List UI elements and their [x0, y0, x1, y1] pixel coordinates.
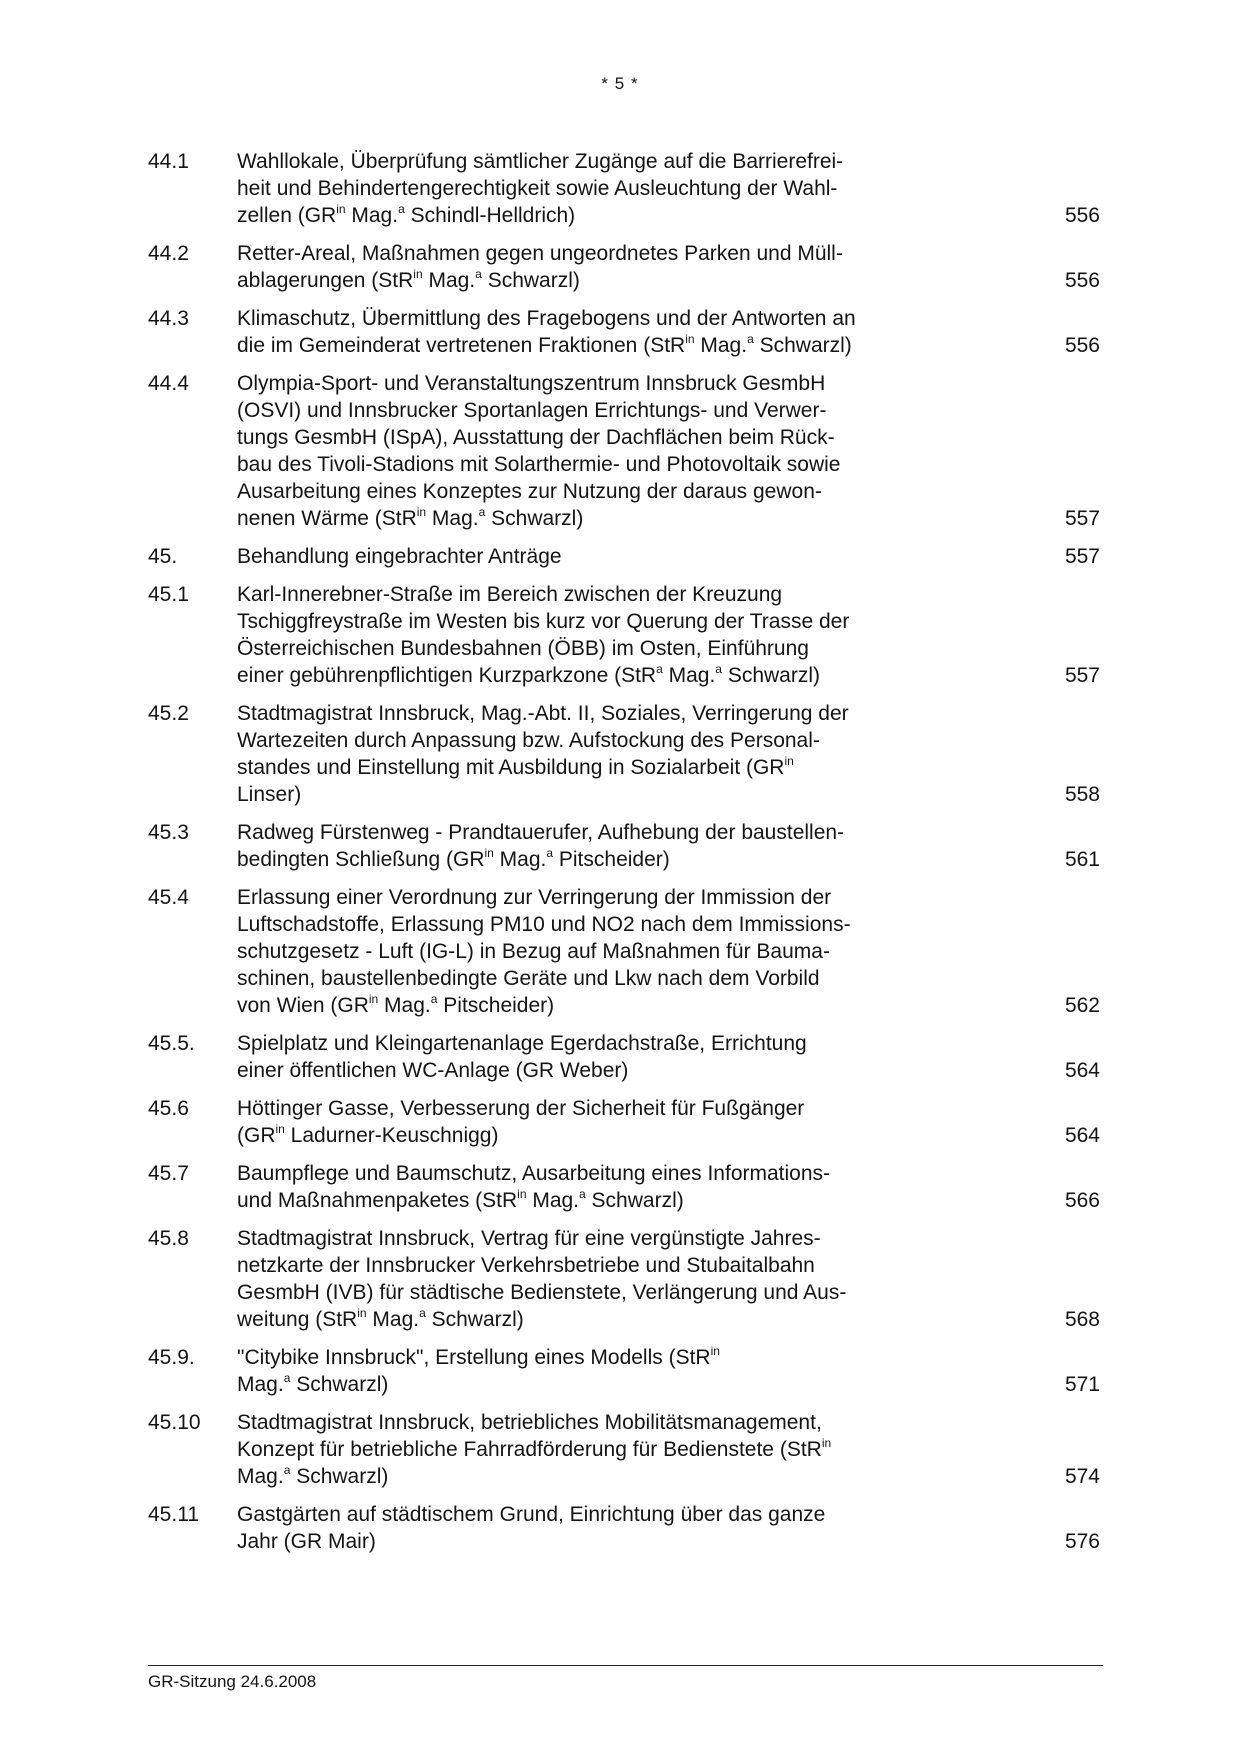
toc-entry-title — [237, 700, 931, 808]
toc-entry — [148, 884, 1100, 1019]
title-superscript: a — [283, 1371, 291, 1385]
title-superscript: in — [484, 846, 494, 860]
toc-entry — [148, 1160, 1100, 1214]
title-superscript: in — [784, 754, 794, 768]
title-text: Mag. — [426, 507, 479, 530]
title-text: standes und Einstellung mit Ausbildung in Sozialarbeit (GR — [237, 756, 785, 779]
toc-entry-title-line — [237, 1095, 931, 1122]
title-text: Schwarzl) — [481, 269, 580, 292]
toc-entry-number: 44.2 — [148, 242, 189, 265]
title-text: "Citybike Innsbruck", Erstellung eines Modells (StR — [237, 1346, 711, 1369]
title-text: Jahr (GR Mair) — [237, 1530, 376, 1553]
toc-entry — [148, 581, 1100, 689]
toc-entry-title — [237, 581, 931, 689]
title-text: nenen Wärme (StR — [237, 507, 417, 530]
footer-session-date: GR-Sitzung 24.6.2008 — [148, 1672, 317, 1691]
toc-entry-title-line — [237, 424, 931, 451]
title-text: bau des Tivoli-Stadions mit Solarthermie- und Photovoltaik sowie — [237, 453, 841, 476]
title-text: Mag. — [694, 334, 748, 357]
toc-entry-number: 45.2 — [148, 702, 189, 725]
toc-entry-title-line — [237, 1279, 931, 1306]
title-text: Retter-Areal, Maßnahmen gegen ungeordnetes Parken und Müll- — [237, 242, 843, 265]
toc-entry-number: 45.10 — [148, 1411, 201, 1434]
title-text: Mag. — [493, 848, 547, 871]
toc-entry-number: 45.1 — [148, 583, 189, 606]
toc-entry-title-line — [237, 727, 931, 754]
toc-entry-page: 571 — [1064, 1373, 1100, 1396]
title-text: Mag. — [366, 1308, 420, 1331]
toc-entry-title — [237, 1225, 931, 1333]
title-superscript: a — [283, 1463, 291, 1477]
title-text: und Maßnahmenpaketes (StR — [237, 1189, 518, 1212]
toc-entry — [148, 148, 1100, 229]
toc-entry-title-line — [237, 1187, 931, 1214]
title-superscript: a — [579, 1187, 586, 1201]
toc-entry-number: 45.5. — [148, 1032, 195, 1055]
title-text: Mag. — [237, 1465, 284, 1488]
title-text: Mag. — [378, 994, 431, 1017]
title-text: GesmbH (IVB) für städtische Bedienstete, Verlängerung und Aus- — [237, 1281, 847, 1304]
toc-entry-title — [237, 1160, 931, 1214]
toc-entry-title-line — [237, 1463, 931, 1490]
title-text: Stadtmagistrat Innsbruck, Mag.-Abt. II, Soziales, Verringerung der — [237, 702, 849, 725]
title-superscript: in — [710, 1344, 720, 1358]
toc-entry-title-line — [237, 662, 931, 689]
toc-entry-title-line — [237, 1057, 931, 1084]
title-text: Pitscheider) — [437, 994, 555, 1017]
title-text: Mag. — [237, 1373, 284, 1396]
title-text: Stadtmagistrat Innsbruck, betriebliches Mobilitätsmanagement, — [237, 1411, 822, 1434]
toc-entry-page: 556 — [1064, 269, 1100, 292]
title-superscript: in — [685, 332, 695, 346]
title-text: Schwarzl) — [425, 1308, 524, 1331]
toc-entry-page: 564 — [1064, 1059, 1100, 1082]
title-superscript: a — [546, 846, 554, 860]
title-text: von Wien (GR — [237, 994, 369, 1017]
toc-entry-number: 45.4 — [148, 886, 189, 909]
toc-entry-number: 45. — [148, 545, 178, 568]
title-text: Mag. — [662, 664, 716, 687]
title-text: Spielplatz und Kleingartenanlage Egerdachstraße, Errichtung — [237, 1032, 807, 1055]
title-superscript: in — [275, 1122, 285, 1136]
title-text: weitung (StR — [237, 1308, 358, 1331]
toc-entry-title-line — [237, 608, 931, 635]
toc-entry — [148, 700, 1100, 808]
toc-entry-page: 557 — [1064, 545, 1100, 568]
title-superscript: in — [416, 505, 427, 519]
toc-entry-number: 45.9. — [148, 1346, 195, 1369]
toc-entry-title-line — [237, 543, 931, 570]
title-text: Stadtmagistrat Innsbruck, Vertrag für eine vergünstigte Jahres- — [237, 1227, 821, 1250]
toc-entry-title-line — [237, 781, 931, 808]
title-text: Schwarzl) — [290, 1373, 389, 1396]
toc-entry-title-line — [237, 992, 931, 1019]
toc-entry-page: 574 — [1064, 1465, 1100, 1488]
toc-entry-title-line — [237, 819, 931, 846]
toc-entry-title-line — [237, 1409, 931, 1436]
toc-entry-page: 568 — [1064, 1308, 1100, 1331]
title-text: Pitscheider) — [553, 848, 670, 871]
toc-entry-page: 557 — [1064, 664, 1100, 687]
toc-entry-title-line — [237, 478, 931, 505]
title-text: Klimaschutz, Übermittlung des Fragebogens und der Antworten an — [237, 307, 856, 330]
toc-entry — [148, 1344, 1100, 1398]
toc-entry-number: 45.11 — [148, 1503, 199, 1526]
title-superscript: in — [336, 202, 346, 216]
toc-entry — [148, 1095, 1100, 1149]
title-text: Karl-Innerebner-Straße im Bereich zwischen der Kreuzung — [237, 583, 783, 606]
toc-entry-title-line — [237, 1030, 931, 1057]
toc-entry-page: 562 — [1064, 994, 1100, 1017]
toc-entry — [148, 819, 1100, 873]
toc-entry-title-line — [237, 397, 931, 424]
title-text: einer gebührenpflichtigen Kurzparkzone (StR — [237, 664, 657, 687]
toc-entry-title — [237, 884, 931, 1019]
page-number: * 5 * — [601, 74, 639, 93]
toc-entry-title-line — [237, 1528, 931, 1555]
title-superscript: in — [821, 1436, 832, 1450]
toc-entry-title-line — [237, 1225, 931, 1252]
title-text: schutzgesetz - Luft (IG-L) in Bezug auf Maßnahmen für Bauma- — [237, 940, 830, 963]
title-text: zellen (GR — [237, 204, 337, 227]
toc-entry-number: 45.7 — [148, 1162, 189, 1185]
title-superscript: in — [517, 1187, 527, 1201]
toc-entry-number: 45.6 — [148, 1097, 189, 1120]
title-text: Behandlung eingebrachter Anträge — [237, 545, 562, 568]
toc-entry — [148, 1030, 1100, 1084]
toc-entry-title-line — [237, 370, 931, 397]
title-text: tungs GesmbH (ISpA), Ausstattung der Dachflächen beim Rück- — [237, 426, 835, 449]
title-text: Schwarzl) — [290, 1465, 389, 1488]
title-text: schinen, baustellenbedingte Geräte und Lkw nach dem Vorbild — [237, 967, 820, 990]
title-text: heit und Behindertengerechtigkeit sowie Ausleuchtung der Wahl- — [237, 177, 838, 200]
title-text: Österreichischen Bundesbahnen (ÖBB) im Osten, Einführung — [237, 637, 809, 660]
title-superscript: a — [478, 505, 486, 519]
toc-entry-title-line — [237, 1252, 931, 1279]
toc-entry-page: 564 — [1064, 1124, 1100, 1147]
toc-entry-title-line — [237, 1306, 931, 1333]
toc-entry-title-line — [237, 1344, 931, 1371]
title-text: Baumpflege und Baumschutz, Ausarbeitung eines Informations- — [237, 1162, 831, 1185]
toc-entry-number: 44.1 — [148, 150, 189, 173]
footer-divider — [148, 1665, 1103, 1666]
toc-entry-title-line — [237, 148, 931, 175]
toc-entry-title-line — [237, 911, 931, 938]
title-text: einer öffentlichen WC-Anlage (GR Weber) — [237, 1059, 629, 1082]
toc-entry-number: 44.3 — [148, 307, 189, 330]
title-text: Schwarzl) — [485, 507, 584, 530]
toc-entry-title-line — [237, 635, 931, 662]
table-of-contents — [148, 148, 1100, 1566]
toc-entry-title-line — [237, 938, 931, 965]
title-text: Mag. — [345, 204, 399, 227]
toc-entry-page: 558 — [1064, 783, 1100, 806]
toc-entry-title — [237, 1501, 931, 1555]
title-superscript: a — [419, 1306, 426, 1320]
toc-entry-title-line — [237, 305, 931, 332]
title-text: Höttinger Gasse, Verbesserung der Sicherheit für Fußgänger — [237, 1097, 805, 1120]
title-superscript: a — [475, 267, 482, 281]
title-text: Erlassung einer Verordnung zur Verringerung der Immission der — [237, 886, 832, 909]
toc-entry-title-line — [237, 700, 931, 727]
toc-entry-title-line — [237, 1371, 931, 1398]
title-text: ablagerungen (StR — [237, 269, 414, 292]
title-text: bedingten Schließung (GR — [237, 848, 485, 871]
toc-entry-page: 557 — [1064, 507, 1100, 530]
title-text: Olympia-Sport- und Veranstaltungszentrum Innsbruck GesmbH — [237, 372, 826, 395]
title-text: Schwarzl) — [753, 334, 852, 357]
toc-entry — [148, 240, 1100, 294]
title-text: die im Gemeinderat vertretenen Fraktionen (StR — [237, 334, 686, 357]
title-superscript: a — [747, 332, 754, 346]
toc-entry-page: 556 — [1064, 334, 1100, 357]
title-text: Schwarzl) — [585, 1189, 684, 1212]
toc-entry-page: 576 — [1064, 1530, 1100, 1553]
toc-entry — [148, 1501, 1100, 1555]
toc-entry-page: 556 — [1064, 204, 1100, 227]
toc-entry-page: 561 — [1064, 848, 1100, 871]
title-text: (OSVI) und Innsbrucker Sportanlagen Errichtungs- und Verwer- — [237, 399, 827, 422]
toc-entry-number: 45.3 — [148, 821, 189, 844]
title-text: Radweg Fürstenweg - Prandtauerufer, Aufhebung der baustellen- — [237, 821, 845, 844]
toc-entry-title — [237, 543, 931, 570]
toc-entry-title-line — [237, 1122, 931, 1149]
toc-entry-title-line — [237, 202, 931, 229]
toc-entry — [148, 370, 1100, 532]
title-superscript: in — [357, 1306, 367, 1320]
toc-entry — [148, 1409, 1100, 1490]
title-text: (GR — [237, 1124, 276, 1147]
toc-entry-title-line — [237, 1501, 931, 1528]
toc-entry-title — [237, 370, 931, 532]
title-text: Linser) — [237, 783, 302, 806]
toc-entry-title-line — [237, 267, 931, 294]
toc-entry-title-line — [237, 754, 931, 781]
title-text: Mag. — [526, 1189, 580, 1212]
toc-entry-title-line — [237, 1436, 931, 1463]
title-superscript: in — [413, 267, 423, 281]
toc-entry-title-line — [237, 884, 931, 911]
toc-entry-title — [237, 1095, 931, 1149]
toc-entry-title-line — [237, 240, 931, 267]
title-superscript: in — [368, 992, 379, 1006]
toc-entry-title-line — [237, 965, 931, 992]
toc-entry-title — [237, 148, 931, 229]
toc-entry-title-line — [237, 1160, 931, 1187]
title-text: Ausarbeitung eines Konzeptes zur Nutzung der daraus gewon- — [237, 480, 822, 503]
title-superscript: a — [430, 992, 438, 1006]
title-text: Wahllokale, Überprüfung sämtlicher Zugänge auf die Barrierefrei- — [237, 150, 844, 173]
toc-entry-title — [237, 1409, 931, 1490]
title-text: Schindl-Helldrich) — [404, 204, 576, 227]
title-text: Tschiggfreystraße im Westen bis kurz vor Querung der Trasse der — [237, 610, 850, 633]
toc-entry-title-line — [237, 505, 931, 532]
toc-entry-title-line — [237, 451, 931, 478]
toc-entry-page: 566 — [1064, 1189, 1100, 1212]
toc-entry-title-line — [237, 175, 931, 202]
toc-entry-number: 45.8 — [148, 1227, 189, 1250]
toc-entry — [148, 305, 1100, 359]
title-text: Gastgärten auf städtischem Grund, Einrichtung über das ganze — [237, 1503, 826, 1526]
toc-entry-title-line — [237, 332, 931, 359]
title-text: Schwarzl) — [721, 664, 821, 687]
toc-entry — [148, 543, 1100, 570]
toc-entry-title — [237, 240, 931, 294]
title-superscript: a — [398, 202, 405, 216]
toc-entry-number: 44.4 — [148, 372, 189, 395]
title-text: Ladurner-Keuschnigg) — [284, 1124, 499, 1147]
title-text: Mag. — [422, 269, 476, 292]
title-superscript: a — [656, 662, 663, 676]
toc-entry-title — [237, 819, 931, 873]
title-text: Luftschadstoffe, Erlassung PM10 und NO2 nach dem Immissions- — [237, 913, 851, 936]
toc-entry-title — [237, 1030, 931, 1084]
toc-entry-title-line — [237, 846, 931, 873]
title-text: Wartezeiten durch Anpassung bzw. Aufstockung des Personal- — [237, 729, 820, 752]
title-superscript: a — [715, 662, 722, 676]
title-text: Konzept für betriebliche Fahrradförderung für Bedienstete (StR — [237, 1438, 822, 1461]
title-text: netzkarte der Innsbrucker Verkehrsbetriebe und Stubaitalbahn — [237, 1254, 815, 1277]
toc-entry-title — [237, 1344, 931, 1398]
toc-entry — [148, 1225, 1100, 1333]
toc-entry-title — [237, 305, 931, 359]
toc-entry-title-line — [237, 581, 931, 608]
